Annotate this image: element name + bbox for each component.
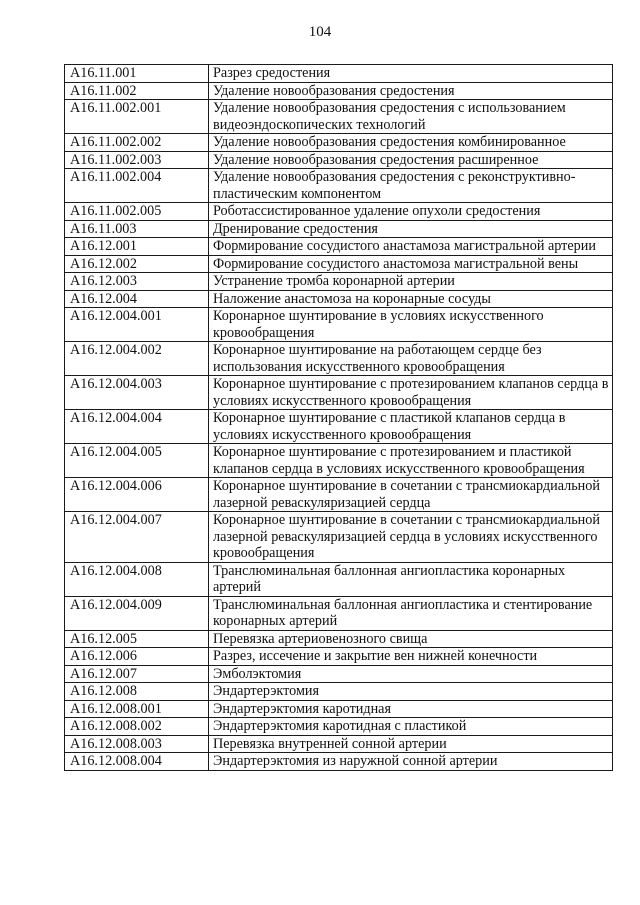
table-row <box>65 134 613 152</box>
procedure-name: Коронарное шунтирование в сочетании с трансмиокардиальной лазерной реваскуляризацией сердца <box>209 478 613 512</box>
procedure-code: A16.11.002.001 <box>65 100 209 134</box>
table-row <box>65 273 613 291</box>
procedure-name: Транслюминальная баллонная ангиопластика коронарных артерий <box>209 562 613 596</box>
procedure-name: Дренирование средостения <box>209 220 613 238</box>
procedure-name: Коронарное шунтирование в сочетании с трансмиокардиальной лазерной реваскуляризацией сердца в условиях искусственного кровообращения <box>209 512 613 563</box>
procedure-name: Эндартерэктомия каротидная <box>209 700 613 718</box>
table-row <box>65 665 613 683</box>
procedure-code: A16.12.008.002 <box>65 718 209 736</box>
procedure-code: A16.11.002.005 <box>65 203 209 221</box>
procedure-code: A16.12.008 <box>65 683 209 701</box>
table-row <box>65 238 613 256</box>
table-row <box>65 700 613 718</box>
procedure-name: Удаление новообразования средостения расширенное <box>209 151 613 169</box>
procedure-name: Удаление новообразования средостения с использованием видеоэндоскопических технологий <box>209 100 613 134</box>
table-row <box>65 203 613 221</box>
table-row <box>65 220 613 238</box>
procedure-name: Эндартерэктомия <box>209 683 613 701</box>
procedure-name: Коронарное шунтирование на работающем сердце без использования искусственного кровообращения <box>209 342 613 376</box>
procedure-name: Коронарное шунтирование в условиях искусственного кровообращения <box>209 308 613 342</box>
table-row <box>65 255 613 273</box>
table-row <box>65 735 613 753</box>
procedure-name: Наложение анастомоза на коронарные сосуды <box>209 290 613 308</box>
procedure-code: A16.12.001 <box>65 238 209 256</box>
table-row <box>65 169 613 203</box>
table-row <box>65 290 613 308</box>
procedure-code: A16.12.008.003 <box>65 735 209 753</box>
procedure-name: Эмболэктомия <box>209 665 613 683</box>
procedure-code: A16.11.003 <box>65 220 209 238</box>
table-row <box>65 562 613 596</box>
procedure-name: Роботассистированное удаление опухоли средостения <box>209 203 613 221</box>
procedure-name: Перевязка внутренней сонной артерии <box>209 735 613 753</box>
procedure-code: A16.12.003 <box>65 273 209 291</box>
procedure-code: A16.12.004.009 <box>65 596 209 630</box>
table-row <box>65 444 613 478</box>
procedure-name: Формирование сосудистого анастомоза магистральной вены <box>209 255 613 273</box>
table-row <box>65 410 613 444</box>
procedure-name: Эндартерэктомия каротидная с пластикой <box>209 718 613 736</box>
procedure-name: Удаление новообразования средостения с реконструктивно-пластическим компонентом <box>209 169 613 203</box>
table-row <box>65 376 613 410</box>
table-row <box>65 683 613 701</box>
procedure-name: Коронарное шунтирование с протезированием клапанов сердца в условиях искусственного кровообращения <box>209 376 613 410</box>
procedure-code: A16.12.004 <box>65 290 209 308</box>
procedure-name: Перевязка артериовенозного свища <box>209 630 613 648</box>
procedure-code: A16.12.007 <box>65 665 209 683</box>
procedure-name: Разрез, иссечение и закрытие вен нижней конечности <box>209 648 613 666</box>
procedure-code: A16.12.004.001 <box>65 308 209 342</box>
procedure-code: A16.12.004.007 <box>65 512 209 563</box>
procedure-name: Разрез средостения <box>209 65 613 83</box>
procedure-name: Эндартерэктомия из наружной сонной артерии <box>209 753 613 771</box>
procedure-code: A16.12.004.005 <box>65 444 209 478</box>
table-row <box>65 596 613 630</box>
procedure-codes-table <box>64 64 613 771</box>
procedure-name: Коронарное шунтирование с пластикой клапанов сердца в условиях искусственного кровообращения <box>209 410 613 444</box>
table-body <box>65 65 613 771</box>
table-row <box>65 630 613 648</box>
table-row <box>65 100 613 134</box>
procedure-code: A16.12.004.008 <box>65 562 209 596</box>
procedure-code: A16.12.008.004 <box>65 753 209 771</box>
procedure-code: A16.11.002.002 <box>65 134 209 152</box>
procedure-name: Транслюминальная баллонная ангиопластика и стентирование коронарных артерий <box>209 596 613 630</box>
table-row <box>65 308 613 342</box>
table-row <box>65 753 613 771</box>
procedure-code: A16.12.006 <box>65 648 209 666</box>
table-row <box>65 65 613 83</box>
procedure-code: A16.12.004.003 <box>65 376 209 410</box>
procedure-code: A16.12.005 <box>65 630 209 648</box>
page-number: 104 <box>308 24 332 40</box>
table-row <box>65 478 613 512</box>
table-row <box>65 342 613 376</box>
procedure-code: A16.12.008.001 <box>65 700 209 718</box>
procedure-code: A16.12.004.004 <box>65 410 209 444</box>
procedure-code: A16.12.004.006 <box>65 478 209 512</box>
procedure-code: A16.12.004.002 <box>65 342 209 376</box>
procedure-name: Устранение тромба коронарной артерии <box>209 273 613 291</box>
table-row <box>65 648 613 666</box>
procedure-name: Удаление новообразования средостения комбинированное <box>209 134 613 152</box>
table-row <box>65 151 613 169</box>
procedure-code: A16.11.002.004 <box>65 169 209 203</box>
procedure-code: A16.11.002.003 <box>65 151 209 169</box>
procedure-code: A16.11.001 <box>65 65 209 83</box>
procedure-name: Формирование сосудистого анастамоза магистральной артерии <box>209 238 613 256</box>
table-row <box>65 82 613 100</box>
table-row <box>65 512 613 563</box>
table-row <box>65 718 613 736</box>
procedure-code: A16.11.002 <box>65 82 209 100</box>
procedure-name: Удаление новообразования средостения <box>209 82 613 100</box>
procedure-name: Коронарное шунтирование с протезированием и пластикой клапанов сердца в условиях искусственного кровообращения <box>209 444 613 478</box>
procedure-code: A16.12.002 <box>65 255 209 273</box>
